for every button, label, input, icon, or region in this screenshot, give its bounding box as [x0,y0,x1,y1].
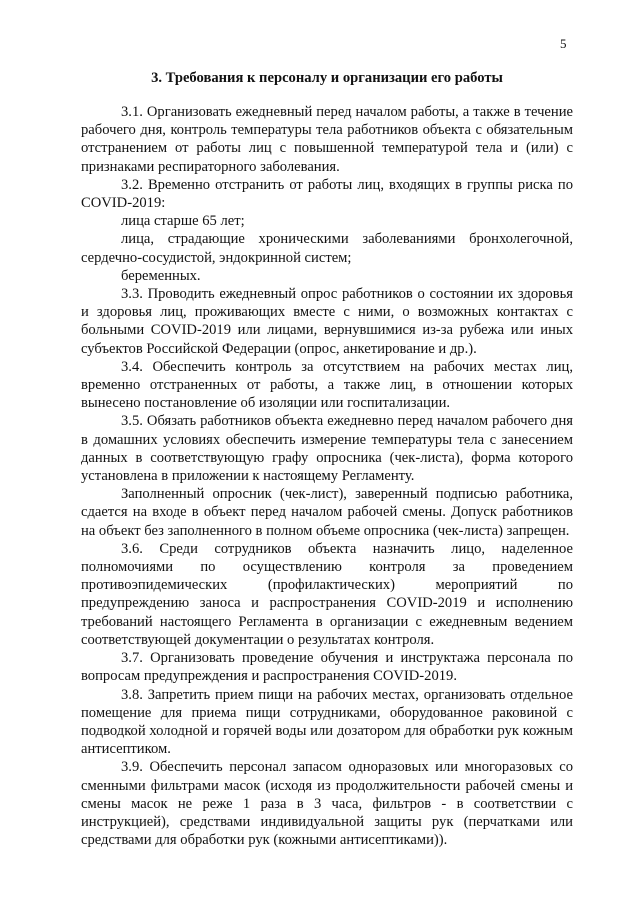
paragraph-3-7: 3.7. Организовать проведение обучения и инструктажа персонала по вопросам предупреждения и распространения COVID-2019. [81,650,573,685]
paragraph-3-4: 3.4. Обеспечить контроль за отсутствием на рабочих местах лиц, временно отстраненных от работы, а также лиц, в отношении которых вынесено постановление об изоляции или госпитализации. [81,358,573,412]
paragraph-3-5: 3.5. Обязать работников объекта ежедневно перед началом рабочего дня в домашних условиях обеспечить измерение температуры тела с занесением данных в соответствующую графу опросника (чек-листа), форма которого установлена в приложении к настоящему Регламенту. [81,413,573,485]
paragraph-3-2: 3.2. Временно отстранить от работы лиц, входящих в группы риска по COVID-2019: [81,176,573,212]
risk-group-pregnant: беременных. [121,267,201,284]
page-number: 5 [560,36,567,51]
document-body [81,103,573,849]
paragraph-3-1: 3.1. Организовать ежедневный перед началом работы, а также в течение рабочего дня, контроль температуры тела работников объекта с обязательным отстранением от работы лиц с повышенной температурой тела и (или) с признаками респираторного заболевания. [81,104,573,175]
risk-group-age: лица старше 65 лет; [121,213,245,230]
paragraph-3-8: 3.8. Запретить прием пищи на рабочих местах, организовать отдельное помещение для приема пищи сотрудниками, оборудованное раковиной с подводкой холодной и горячей воды или дозатором для обработки рук кожным антисептиком. [81,686,573,758]
paragraph-checklist: Заполненный опросник (чек-лист), заверенный подписью работника, сдается на входе в объект перед началом рабочей смены. Допуск работников на объект без заполненного в полном объеме опросника (чек-листа) запрещен. [81,486,573,539]
paragraph-3-9: 3.9. Обеспечить персонал запасом одноразовых или многоразовых со сменными фильтрами масок (исходя из продолжительности рабочей смены и смены масок не реже 1 раза в 3 часа, фильтров - в соответствии с инструкцией), средствами индивидуальной защиты рук (перчатками или средствами для обработки рук (кожными антисептиками)). [81,759,573,849]
paragraph-3-3: 3.3. Проводить ежедневный опрос работников о состоянии их здоровья и здоровья лиц, проживающих вместе с ними, о возможных контактах с больными COVID-2019 или лицами, вернувшимися из-за рубежа или иных субъектов Российской Федерации (опрос, анкетирование и др.). [81,286,573,357]
risk-group-chronic: лица, страдающие хроническими заболеваниями бронхолегочной, сердечно-сосудистой, эндокринной систем; [81,231,573,266]
section-title: 3. Требования к персоналу и организации его работы [151,70,503,86]
paragraph-3-6: 3.6. Среди сотрудников объекта назначить лицо, наделенное полномочиями по осуществлению контроля за проведением противоэпидемических (профилактических) мероприятий по предупреждению заноса и распространения COVID-2019 и исполнению требований настоящего Регламента в организации с ежедневным ведением соответствующей документации о результатах контроля. [81,540,573,648]
